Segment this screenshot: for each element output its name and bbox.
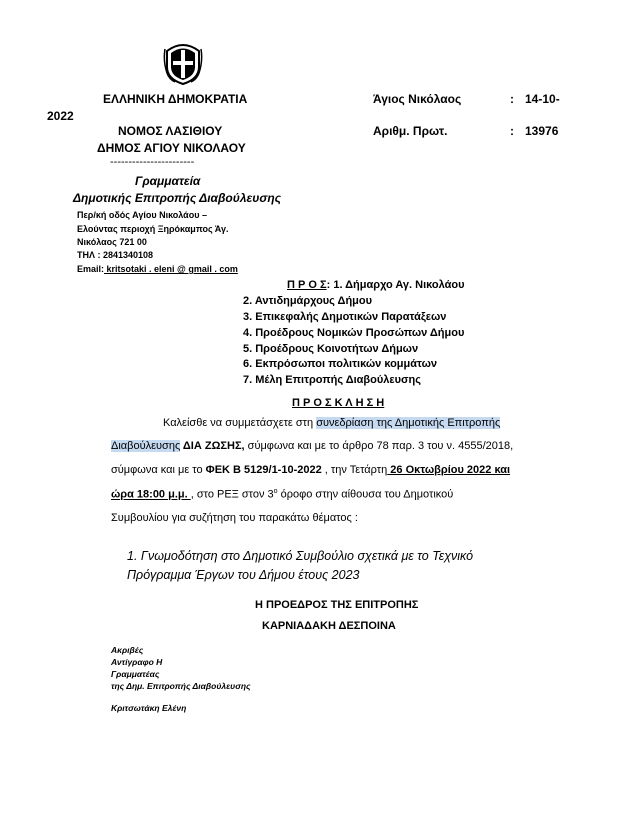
copy-note-name: Κριτσωτάκη Ελένη (111, 703, 187, 713)
copy-note-line4: της Δημ. Επιτροπής Διαβούλευσης (111, 681, 251, 691)
law-reference: σύμφωνα και με το άρθρο 78 παρ. 3 του ν. 4555/2018, (244, 440, 514, 452)
email-link[interactable]: kritsotaki . eleni @ gmail . com (104, 264, 238, 274)
recipient-item-7: 7. Μέλη Επιτροπής Διαβούλευσης (243, 374, 421, 386)
copy-note-line2: Αντίγραφο Η (111, 657, 163, 667)
secretariat-title: Γραμματεία (135, 174, 201, 188)
recipient-item-1: : 1. Δήμαρχο Αγ. Νικολάου (326, 279, 465, 291)
signature-name: ΚΑΡΝΙΑΔΑΚΗ ΔΕΣΠΟΙΝΑ (262, 620, 396, 632)
recipient-item-6: 6. Εκπρόσωποι πολιτικών κομμάτων (243, 358, 438, 370)
recipients-label: Π Ρ Ο Σ (287, 279, 327, 291)
invitation-line3 (111, 464, 510, 476)
protocol-number: 13976 (525, 124, 559, 138)
separator: ----------------------- (110, 156, 195, 168)
topic-line1: 1. Γνωμοδότηση στο Δημοτικό Συμβούλιο σχετικά με το Τεχνικό (127, 549, 474, 563)
date-part1: 14-10- (525, 92, 560, 106)
date-colon: : (510, 92, 514, 106)
recipient-item-3: 3. Επικεφαλής Δημοτικών Παρατάξεων (243, 311, 447, 323)
address-line2: Ελούντας περιοχή Ξηρόκαμπος Άγ. (77, 224, 229, 234)
meeting-highlight-2: Διαβούλευσης (111, 440, 181, 452)
email-label: Email: (77, 264, 105, 274)
invitation-line1 (163, 417, 500, 429)
copy-note-line3: Γραμματέας (111, 669, 160, 679)
invitation-line2 (111, 440, 513, 452)
recipient-item-5: 5. Προέδρους Κοινοτήτων Δήμων (243, 343, 419, 355)
prefecture: ΝΟΜΟΣ ΛΑΣΙΘΙΟΥ (118, 124, 223, 138)
place-label: Άγιος Νικόλαος (373, 92, 462, 106)
invitation-line4 (111, 488, 453, 501)
topic-line2: Πρόγραμμα Έργων του Δήμου έτους 2023 (127, 568, 360, 582)
meeting-highlight: συνεδρίαση της Δημοτικής Επιτροπής (316, 417, 501, 429)
date-part2: 2022 (47, 109, 74, 123)
email-row (77, 264, 238, 274)
meeting-date: 26 Οκτωβρίου 2022 και (387, 464, 511, 476)
copy-note-line1: Ακριβές (111, 645, 144, 655)
address-line3: Νικόλαος 721 00 (77, 237, 147, 247)
recipient-item-2: 2. Αντιδημάρχους Δήμου (243, 295, 373, 307)
in-person-label: ΔΙΑ ΖΩΣΗΣ, (180, 440, 245, 452)
signature-role: Η ΠΡΟΕΔΡΟΣ ΤΗΣ ΕΠΙΤΡΟΠΗΣ (255, 599, 419, 611)
protocol-colon: : (510, 124, 514, 138)
invitation-line5: Συμβουλίου για συζήτηση του παρακάτω θέματος : (111, 512, 358, 524)
invitation-text: σύμφωνα και με το (111, 464, 206, 476)
greek-emblem-icon (163, 41, 203, 85)
committee-title: Δημοτικής Επιτροπής Διαβούλευσης (73, 191, 282, 205)
municipality: ΔΗΜΟΣ ΑΓΙΟΥ ΝΙΚΟΛΑΟΥ (97, 141, 246, 155)
invitation-title: Π Ρ Ο Σ Κ Λ Η Σ Η (292, 397, 385, 409)
recipient-item-4: 4. Προέδρους Νομικών Προσώπων Δήμου (243, 327, 465, 339)
recipients-header (287, 279, 465, 291)
gazette-reference: ΦΕΚ Β 5129/1-10-2022 (205, 464, 322, 476)
country-name: ΕΛΛΗΝΙΚΗ ΔΗΜΟΚΡΑΤΙΑ (103, 92, 248, 106)
address-line1: Περ/κή οδός Αγίου Νικολάου – (77, 210, 207, 220)
protocol-label: Αριθμ. Πρωτ. (373, 124, 448, 138)
weekday-label: , την Τετάρτη (321, 464, 388, 476)
ordinal-sup: ο (273, 488, 278, 495)
phone: ΤΗΛ : 2841340108 (77, 250, 154, 260)
location-text: , στο ΡΕΞ στον 3 (190, 488, 274, 501)
location-text-2: όροφο στην αίθουσα του Δημοτικού (277, 488, 454, 501)
invitation-text: Καλείσθε να συμμετάσχετε στη (163, 417, 317, 429)
meeting-time: ώρα 18:00 μ.μ. (111, 488, 191, 501)
